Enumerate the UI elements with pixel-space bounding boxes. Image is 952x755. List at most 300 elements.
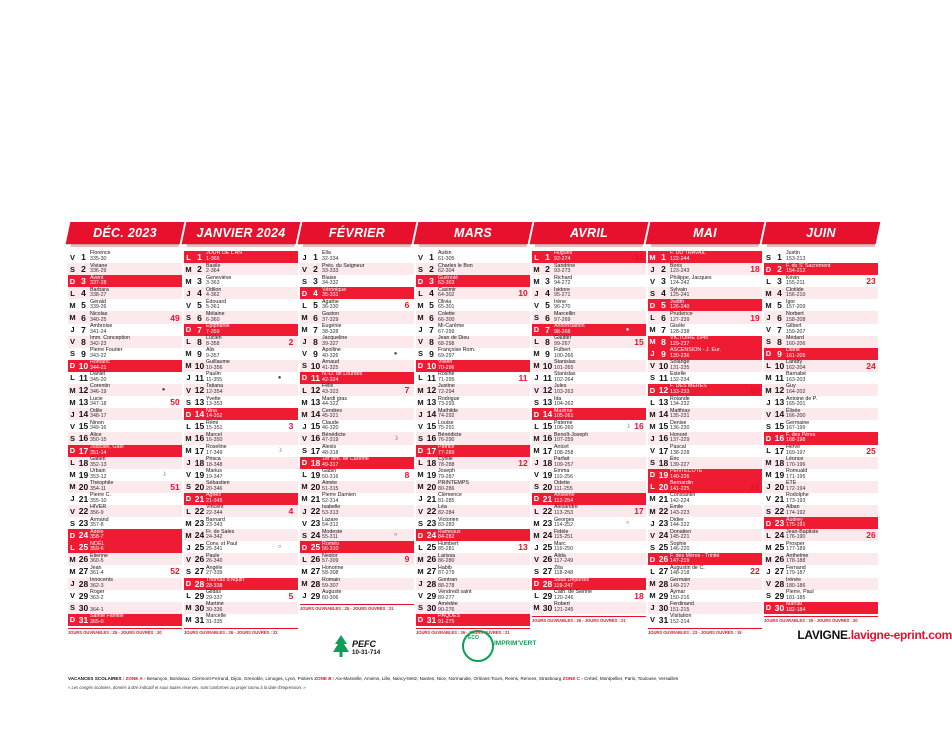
day-row[interactable] <box>532 348 646 360</box>
day-row[interactable] <box>532 529 646 541</box>
day-number: 20 <box>426 481 437 492</box>
day-of-week: V <box>417 591 423 601</box>
day-row[interactable] <box>68 263 182 275</box>
day-row[interactable] <box>416 348 530 360</box>
day-row[interactable] <box>648 445 762 457</box>
day-row[interactable] <box>68 578 182 590</box>
day-row[interactable] <box>648 287 762 299</box>
day-number: 25 <box>426 542 437 553</box>
day-row[interactable] <box>68 541 182 553</box>
day-number: 24 <box>542 530 553 541</box>
day-row[interactable] <box>300 324 414 336</box>
day-row[interactable] <box>416 275 530 287</box>
day-row[interactable] <box>184 553 298 565</box>
day-row[interactable] <box>68 384 182 396</box>
day-number: 18 <box>426 457 437 468</box>
day-row[interactable] <box>416 553 530 565</box>
day-row[interactable] <box>184 251 298 263</box>
week-number <box>284 384 298 396</box>
day-row[interactable] <box>184 408 298 420</box>
day-row[interactable] <box>532 469 646 481</box>
day-row[interactable] <box>532 408 646 420</box>
day-row[interactable] <box>184 324 298 336</box>
week-number <box>632 517 646 529</box>
day-row[interactable] <box>68 372 182 384</box>
day-row[interactable] <box>764 384 878 396</box>
day-row[interactable] <box>764 360 878 372</box>
day-row[interactable] <box>416 299 530 311</box>
day-row[interactable] <box>300 481 414 493</box>
day-row[interactable] <box>416 445 530 457</box>
day-number: 13 <box>426 397 437 408</box>
day-row[interactable] <box>764 396 878 408</box>
day-number: 21 <box>658 493 669 504</box>
day-saint: Augustin de C. 148-218 <box>670 564 705 577</box>
day-saint: Marc 116-250 <box>554 540 574 553</box>
day-row[interactable] <box>184 384 298 396</box>
day-row[interactable] <box>532 565 646 577</box>
day-row[interactable] <box>184 445 298 457</box>
day-row[interactable] <box>184 529 298 541</box>
day-row[interactable] <box>532 299 646 311</box>
day-row[interactable] <box>68 396 182 408</box>
day-of-week: V <box>69 252 75 262</box>
day-of-week: L <box>186 591 191 601</box>
week-number <box>168 457 182 469</box>
day-number: 31 <box>658 614 669 625</box>
day-row[interactable] <box>532 457 646 469</box>
day-of-week: D <box>69 276 76 286</box>
day-row[interactable] <box>68 360 182 372</box>
day-row[interactable] <box>416 541 530 553</box>
day-row[interactable] <box>416 578 530 590</box>
day-of-week: M <box>417 313 424 323</box>
day-saint: Diane 161-205 <box>786 347 806 359</box>
day-row[interactable] <box>184 602 298 614</box>
day-of-week: M <box>417 385 424 395</box>
day-row[interactable] <box>416 614 530 626</box>
day-row[interactable] <box>764 275 878 287</box>
brand-name: LAVIGNE.lavigne-eprint.com <box>797 628 952 642</box>
day-row[interactable] <box>416 602 530 614</box>
day-row[interactable] <box>648 469 762 481</box>
day-row[interactable] <box>300 493 414 505</box>
day-row[interactable] <box>532 553 646 565</box>
day-row[interactable] <box>764 602 878 614</box>
day-row[interactable] <box>184 336 298 348</box>
day-row[interactable] <box>416 517 530 529</box>
day-row[interactable] <box>764 348 878 360</box>
day-row[interactable] <box>68 481 182 493</box>
day-row[interactable] <box>532 287 646 299</box>
day-row[interactable] <box>300 505 414 517</box>
day-row[interactable] <box>184 396 298 408</box>
day-of-week: M <box>417 554 424 564</box>
day-row[interactable] <box>68 529 182 541</box>
day-row[interactable] <box>184 614 298 626</box>
day-saint: Agnès 21-345 <box>206 492 223 504</box>
day-row[interactable] <box>68 287 182 299</box>
day-row[interactable] <box>300 553 414 565</box>
day-row[interactable] <box>532 384 646 396</box>
day-row[interactable] <box>68 251 182 263</box>
day-row[interactable] <box>764 529 878 541</box>
moon-phase-icon <box>507 529 516 541</box>
day-row[interactable] <box>300 251 414 263</box>
day-number: 30 <box>194 602 205 613</box>
moon-phase-icon <box>275 324 284 336</box>
day-row[interactable] <box>68 553 182 565</box>
day-row[interactable] <box>300 578 414 590</box>
day-row[interactable] <box>416 396 530 408</box>
moon-phase-icon <box>275 578 284 590</box>
day-row[interactable] <box>416 420 530 432</box>
day-row[interactable] <box>300 275 414 287</box>
day-row[interactable] <box>184 517 298 529</box>
day-row[interactable] <box>532 396 646 408</box>
day-row[interactable] <box>764 287 878 299</box>
day-row[interactable] <box>300 299 414 311</box>
day-row[interactable] <box>648 299 762 311</box>
day-row[interactable] <box>648 578 762 590</box>
day-row[interactable] <box>300 432 414 444</box>
day-row[interactable] <box>764 565 878 577</box>
day-of-week: S <box>417 518 423 528</box>
day-row[interactable] <box>764 505 878 517</box>
day-row[interactable] <box>184 420 298 432</box>
day-saint: Florence 335-30 <box>90 250 111 263</box>
day-number: 21 <box>78 493 89 504</box>
day-row[interactable] <box>68 614 182 626</box>
day-number: 13 <box>194 397 205 408</box>
day-row[interactable] <box>648 420 762 432</box>
day-row[interactable] <box>416 360 530 372</box>
day-row[interactable] <box>532 541 646 553</box>
day-saint: Gontran 88-278 <box>438 576 458 589</box>
day-row[interactable] <box>68 324 182 336</box>
day-row[interactable] <box>184 565 298 577</box>
day-saint: Amédée 90-276 <box>438 601 458 613</box>
day-row[interactable] <box>68 493 182 505</box>
month-block <box>764 222 878 623</box>
day-number: 6 <box>429 312 434 323</box>
day-row[interactable] <box>648 505 762 517</box>
day-row[interactable] <box>416 311 530 323</box>
day-row[interactable] <box>648 481 762 493</box>
moon-phase-icon <box>855 590 864 602</box>
day-row[interactable] <box>416 287 530 299</box>
day-of-week: L <box>766 530 771 540</box>
day-row[interactable] <box>300 457 414 469</box>
day-row[interactable] <box>648 324 762 336</box>
day-of-week: M <box>533 264 540 274</box>
day-row[interactable] <box>68 420 182 432</box>
day-saint: Vincent 22-344 <box>206 504 224 517</box>
day-row[interactable] <box>184 263 298 275</box>
day-row[interactable] <box>68 348 182 360</box>
day-row[interactable] <box>184 360 298 372</box>
day-row[interactable] <box>764 324 878 336</box>
day-row[interactable] <box>764 469 878 481</box>
day-row[interactable] <box>68 408 182 420</box>
day-row[interactable] <box>184 469 298 481</box>
day-row[interactable] <box>300 529 414 541</box>
day-row[interactable] <box>416 457 530 469</box>
moon-phase-icon <box>159 348 168 360</box>
week-number: 8 <box>404 469 410 480</box>
day-row[interactable] <box>300 445 414 457</box>
day-row[interactable] <box>68 445 182 457</box>
day-row[interactable] <box>68 275 182 287</box>
day-row[interactable] <box>532 602 646 614</box>
day-row[interactable] <box>532 263 646 275</box>
day-row[interactable] <box>300 263 414 275</box>
day-row[interactable] <box>532 517 646 529</box>
day-row[interactable] <box>68 565 182 577</box>
moon-phase-icon <box>623 372 632 384</box>
day-row[interactable] <box>648 541 762 553</box>
day-row[interactable] <box>300 469 414 481</box>
day-row[interactable] <box>416 590 530 602</box>
day-row[interactable] <box>416 372 530 384</box>
day-row[interactable] <box>764 420 878 432</box>
day-row[interactable] <box>184 457 298 469</box>
week-number <box>748 505 762 517</box>
day-of-week: S <box>533 566 539 576</box>
day-saint: Mathilde 74-292 <box>438 407 459 420</box>
day-row[interactable] <box>532 275 646 287</box>
moon-phase-icon <box>855 493 864 505</box>
day-of-week: J <box>534 542 539 552</box>
day-row[interactable] <box>764 372 878 384</box>
day-row[interactable] <box>184 348 298 360</box>
day-row[interactable] <box>648 529 762 541</box>
day-row[interactable] <box>68 432 182 444</box>
moon-phase-icon <box>507 445 516 457</box>
day-of-week: M <box>417 397 424 407</box>
day-row[interactable] <box>300 311 414 323</box>
week-number <box>632 457 646 469</box>
day-of-week: J <box>186 288 191 298</box>
day-row[interactable] <box>300 348 414 360</box>
day-row[interactable] <box>532 420 646 432</box>
week-number <box>864 263 878 275</box>
week-number <box>864 384 878 396</box>
day-row[interactable] <box>648 614 762 626</box>
week-number: 11 <box>518 372 528 383</box>
day-row[interactable] <box>416 469 530 481</box>
day-row[interactable] <box>532 324 646 336</box>
day-row[interactable] <box>184 287 298 299</box>
day-row[interactable] <box>648 408 762 420</box>
day-row[interactable] <box>764 578 878 590</box>
day-of-week: S <box>417 603 423 613</box>
day-row[interactable] <box>764 541 878 553</box>
moon-phase-icon <box>275 360 284 372</box>
day-row[interactable] <box>184 541 298 553</box>
day-row[interactable] <box>416 408 530 420</box>
day-row[interactable] <box>648 493 762 505</box>
week-number: 24 <box>866 360 876 371</box>
day-row[interactable] <box>532 493 646 505</box>
day-row[interactable] <box>184 505 298 517</box>
moon-phase-icon <box>391 505 400 517</box>
day-row[interactable] <box>68 336 182 348</box>
day-number: 10 <box>426 360 437 371</box>
day-row[interactable] <box>648 602 762 614</box>
day-row[interactable] <box>68 517 182 529</box>
day-row[interactable] <box>532 432 646 444</box>
day-row[interactable] <box>648 360 762 372</box>
moon-phase-icon <box>159 457 168 469</box>
day-row[interactable] <box>764 517 878 529</box>
day-number: 3 <box>313 276 318 287</box>
day-row[interactable] <box>764 263 878 275</box>
day-row[interactable] <box>300 372 414 384</box>
day-row[interactable] <box>184 590 298 602</box>
day-row[interactable] <box>416 324 530 336</box>
day-row[interactable] <box>68 602 182 614</box>
day-row[interactable] <box>184 299 298 311</box>
day-row[interactable] <box>532 372 646 384</box>
day-row[interactable] <box>648 275 762 287</box>
day-row[interactable] <box>532 578 646 590</box>
day-row[interactable] <box>68 311 182 323</box>
day-row[interactable] <box>764 590 878 602</box>
day-row[interactable] <box>648 311 762 323</box>
day-row[interactable] <box>648 336 762 348</box>
week-number <box>516 324 530 336</box>
day-of-week: S <box>301 530 307 540</box>
day-row[interactable] <box>416 505 530 517</box>
month-block <box>68 222 182 635</box>
week-number: 17 <box>634 506 644 517</box>
months-container <box>68 222 884 635</box>
day-row[interactable] <box>764 408 878 420</box>
day-row[interactable] <box>68 505 182 517</box>
day-row[interactable] <box>300 336 414 348</box>
day-row[interactable] <box>764 336 878 348</box>
day-row[interactable] <box>300 420 414 432</box>
day-row[interactable] <box>300 565 414 577</box>
day-row[interactable] <box>648 565 762 577</box>
day-of-week: M <box>417 482 424 492</box>
day-row[interactable] <box>68 299 182 311</box>
day-row[interactable] <box>416 565 530 577</box>
day-saint: Pierre C. 355-10 <box>90 492 111 504</box>
day-row[interactable] <box>532 311 646 323</box>
day-row[interactable] <box>300 541 414 553</box>
day-of-week: J <box>186 373 191 383</box>
day-row[interactable] <box>532 590 646 602</box>
day-row[interactable] <box>416 493 530 505</box>
moon-phase-icon <box>391 469 400 481</box>
day-number: 19 <box>658 469 669 480</box>
day-row[interactable] <box>648 590 762 602</box>
day-row[interactable] <box>532 251 646 263</box>
day-row[interactable] <box>184 481 298 493</box>
month-footer: JOURS OUVRABLES : 25 - JOURS OUVRÉS : 21 <box>300 604 414 611</box>
day-row[interactable] <box>300 408 414 420</box>
day-row[interactable] <box>416 432 530 444</box>
day-of-week: M <box>765 542 772 552</box>
day-row[interactable] <box>764 251 878 263</box>
day-row[interactable] <box>764 481 878 493</box>
day-row[interactable] <box>300 287 414 299</box>
day-row[interactable] <box>416 529 530 541</box>
day-row[interactable] <box>416 481 530 493</box>
day-row[interactable] <box>764 311 878 323</box>
day-row[interactable] <box>764 553 878 565</box>
day-row[interactable] <box>184 311 298 323</box>
day-number: 14 <box>78 409 89 420</box>
day-row[interactable] <box>648 553 762 565</box>
day-row[interactable] <box>532 505 646 517</box>
day-row[interactable] <box>416 384 530 396</box>
day-row[interactable] <box>764 457 878 469</box>
day-row[interactable] <box>300 590 414 602</box>
day-row[interactable] <box>416 263 530 275</box>
day-row[interactable] <box>68 457 182 469</box>
day-row[interactable] <box>68 469 182 481</box>
day-row[interactable] <box>532 445 646 457</box>
day-row[interactable] <box>764 493 878 505</box>
day-saint: Humbert 85-281 <box>438 540 459 553</box>
day-row[interactable] <box>532 481 646 493</box>
day-row[interactable] <box>764 432 878 444</box>
day-saint: Bernardin 141-225 <box>670 480 693 492</box>
week-number <box>516 481 530 493</box>
day-row[interactable] <box>648 263 762 275</box>
day-of-week: J <box>418 325 423 335</box>
day-saint: Aimée 51-315 <box>322 480 339 492</box>
day-row[interactable] <box>648 251 762 263</box>
day-number: 10 <box>310 360 321 371</box>
week-number <box>400 275 414 287</box>
day-row[interactable] <box>300 384 414 396</box>
day-row[interactable] <box>648 517 762 529</box>
week-number <box>516 251 530 263</box>
day-row[interactable] <box>300 396 414 408</box>
day-row[interactable] <box>416 336 530 348</box>
moon-phase-icon <box>159 324 168 336</box>
day-row[interactable] <box>184 372 298 384</box>
week-number <box>748 396 762 408</box>
day-row[interactable] <box>184 275 298 287</box>
day-row[interactable] <box>300 517 414 529</box>
day-row[interactable] <box>648 384 762 396</box>
moon-phase-icon <box>391 553 400 565</box>
day-row[interactable] <box>184 493 298 505</box>
day-row[interactable] <box>648 457 762 469</box>
day-row[interactable] <box>416 251 530 263</box>
day-row[interactable] <box>68 590 182 602</box>
day-row[interactable] <box>532 360 646 372</box>
day-row[interactable] <box>184 578 298 590</box>
day-row[interactable] <box>648 432 762 444</box>
day-row[interactable] <box>648 348 762 360</box>
day-number: 8 <box>81 336 86 347</box>
day-row[interactable] <box>532 336 646 348</box>
day-number: 29 <box>658 590 669 601</box>
day-saint: Constantin 142-224 <box>670 492 696 504</box>
day-row[interactable] <box>764 445 878 457</box>
day-row[interactable] <box>300 360 414 372</box>
day-row[interactable] <box>184 432 298 444</box>
day-of-week: S <box>649 373 655 383</box>
day-row[interactable] <box>648 396 762 408</box>
day-row[interactable] <box>764 299 878 311</box>
